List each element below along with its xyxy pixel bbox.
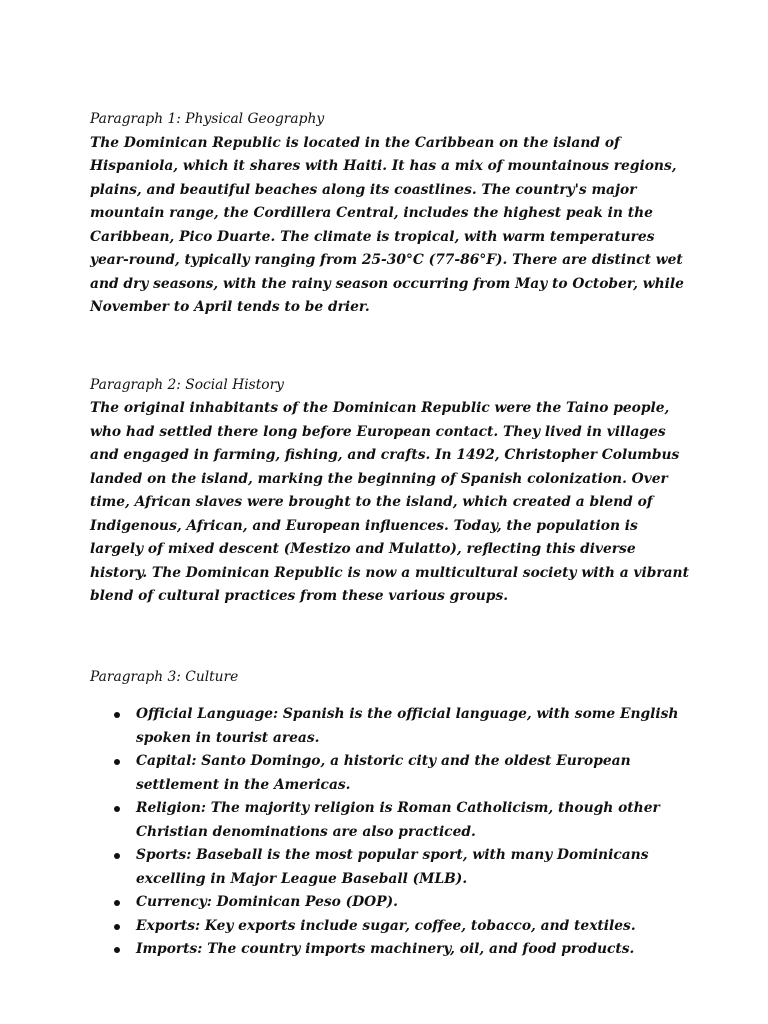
section-heading: Paragraph 2: Social History — [90, 376, 284, 393]
bullet-icon — [114, 900, 120, 906]
list-item — [90, 891, 690, 915]
bullet-icon — [114, 924, 120, 930]
list-item — [90, 915, 690, 939]
list-item-text: Sports: Baseball is the most popular sport, with many Dominicans excelling in Major League Baseball (MLB). — [136, 847, 649, 887]
culture-bullet-list — [90, 703, 690, 962]
list-item-text: Religion: The majority religion is Roman Catholicism, though other Christian denominations are also practiced. — [136, 800, 660, 840]
list-item-text: Capital: Santo Domingo, a historic city and the oldest European settlement in the Americas. — [136, 753, 631, 793]
bullet-icon — [114, 947, 120, 953]
bullet-icon — [114, 759, 120, 765]
list-item — [90, 797, 690, 844]
bullet-icon — [114, 806, 120, 812]
list-item — [90, 703, 690, 750]
section-heading: Paragraph 3: Culture — [90, 668, 239, 685]
list-item — [90, 750, 690, 797]
list-item-text: Imports: The country imports machinery, oil, and food products. — [136, 941, 635, 957]
section-paragraph: The Dominican Republic is located in the Caribbean on the island of Hispaniola, which it shares with Haiti. It has a mix of mountainous regions, plains, and beautiful beaches along its coastlines. The country's major mountain range, the Cordillera Central, includes the highest peak in the Caribbean, Pico Duarte. The climate is tropical, with warm temperatures year-round, typically ranging from 25-30°C (77-86°F). There are distinct wet and dry seasons, with the rainy season occurring from May to October, while November to April tends to be drier. — [90, 134, 684, 315]
document-page — [90, 108, 690, 962]
list-item — [90, 844, 690, 891]
section-physical-geography — [90, 108, 690, 320]
list-item-text: Exports: Key exports include sugar, coffee, tobacco, and textiles. — [136, 917, 636, 934]
section-paragraph: The original inhabitants of the Dominican Republic were the Taino people, who had settled there long before European contact. They lived in villages and engaged in farming, fishing, and crafts. In 1492, Christopher Columbus landed on the island, marking the beginning of Spanish colonization. Over time, African slaves were brought to the island, which created a blend of Indigenous, African, and European influences. Today, the population is largely of mixed descent (Mestizo and Mulatto), reflecting this diverse history. The Dominican Republic is now a multicultural society with a vibrant blend of cultural practices from these various groups. — [90, 400, 689, 604]
list-item — [90, 938, 690, 962]
section-social-history — [90, 374, 690, 609]
list-item-text: Official Language: Spanish is the official language, with some English spoken in tourist areas. — [136, 706, 679, 746]
list-item-text: Currency: Dominican Peso (DOP). — [136, 894, 398, 910]
bullet-icon — [114, 712, 120, 718]
section-heading: Paragraph 1: Physical Geography — [90, 111, 325, 127]
section-culture — [90, 666, 690, 962]
bullet-icon — [114, 853, 120, 859]
